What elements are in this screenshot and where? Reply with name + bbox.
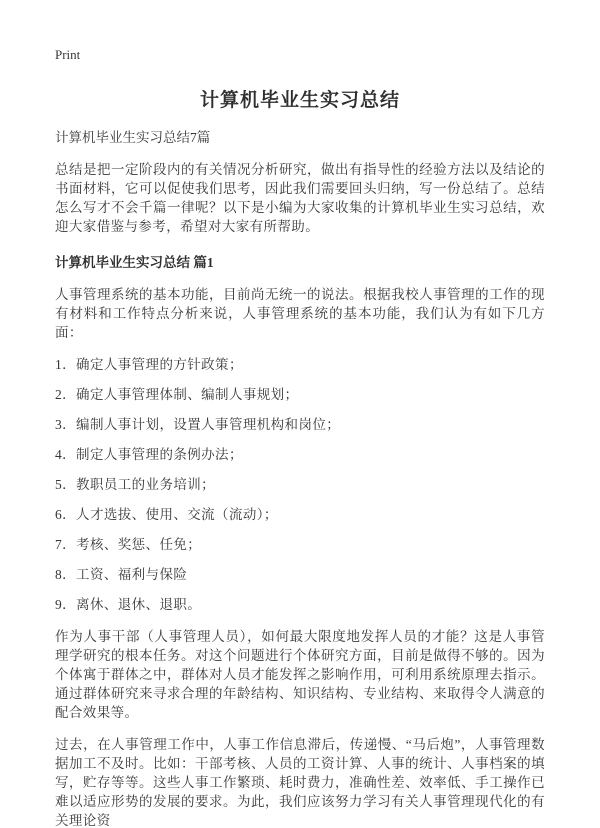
list-item: 2．确定人事管理体制、编制人事规划； xyxy=(55,387,299,402)
body-paragraph: 作为人事干部（人事管理人员），如何最大限度地发挥人员的才能？这是人事管理学研究的根本任务。对这个问题进行个体研究方面，目前是做得不够的。因为个体寓于群体之中，群体对人员才能发挥之影响作用，可利用系统原理去指示。通过群体研究来寻求合理的年龄结构、知识结构、专业结构、来取得令人满意的配合效果等。 xyxy=(55,629,545,720)
list-item: 5．教职员工的业务培训； xyxy=(55,477,216,492)
list-item: 1．确定人事管理的方针政策； xyxy=(55,357,243,372)
print-link[interactable]: Print xyxy=(55,47,81,62)
list-item: 8．工资、福利与保险 xyxy=(55,567,188,582)
list-item: 6．人才选拔、使用、交流（流动）； xyxy=(55,507,278,522)
section-lead-paragraph: 人事管理系统的基本功能，目前尚无统一的说法。根据我校人事管理的工作的现有材料和工作特点分析来说，人事管理系统的基本功能，我们认为有如下几方面： xyxy=(55,287,545,340)
article-subtitle: 计算机毕业生实习总结7篇 xyxy=(55,130,211,145)
intro-paragraph: 总结是把一定阶段内的有关情况分析研究，做出有指导性的经验方法以及结论的书面材料，它可以促使我们思考，因此我们需要回头归纳，写一份总结了。总结怎么写才不会千篇一律呢？以下是小编为大家收集的计算机毕业生实习总结，欢迎大家借鉴与参考，希望对大家有所帮助。 xyxy=(55,162,545,234)
list-item: 7．考核、奖惩、任免； xyxy=(55,537,202,552)
list-item: 4．制定人事管理的条例办法； xyxy=(55,447,243,462)
list-item: 3．编制人事计划，设置人事管理机构和岗位； xyxy=(55,417,341,432)
numbered-list xyxy=(55,355,545,614)
body-paragraph: 过去，在人事管理工作中，人事工作信息滞后，传递慢、“马后炮”，人事管理数据加工不及时。比如：干部考核、人员的工资计算、人事的统计、人事档案的填写，贮存等等。这些人事工作繁琐、耗时费力，准确性差、效率低、手工操作已难以适应形势的发展的要求。为此，我们应该努力学习有关人事管理现代化的有关理论资 xyxy=(55,737,545,828)
page-title: 计算机毕业生实习总结 xyxy=(199,90,400,111)
section-heading: 计算机毕业生实习总结 篇1 xyxy=(55,255,214,270)
list-item: 9．离休、退休、退职。 xyxy=(55,597,202,612)
